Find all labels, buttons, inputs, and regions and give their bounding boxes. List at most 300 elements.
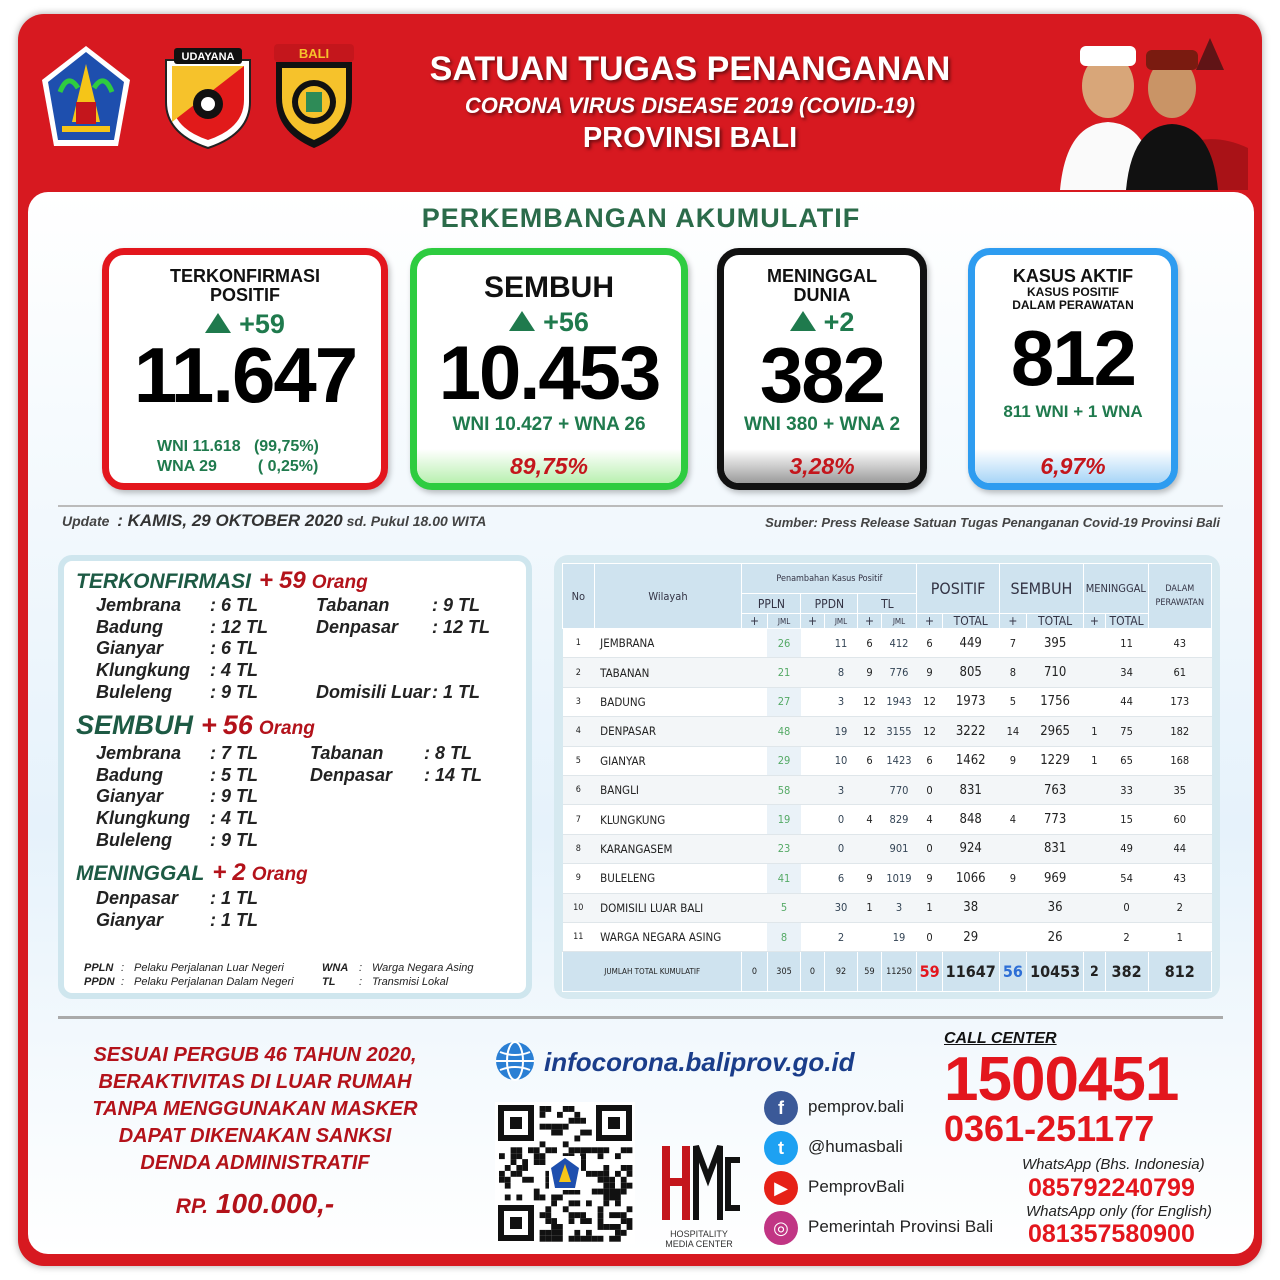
divider: [58, 505, 1223, 507]
table-cell: [1084, 658, 1105, 687]
table-cell: [999, 775, 1026, 804]
phone-number[interactable]: 0361-251177: [944, 1108, 1155, 1149]
table-cell: 6: [858, 629, 881, 658]
table-cell: 8: [824, 658, 858, 687]
card-positif-delta: +59: [239, 309, 285, 339]
table-cell-wilayah: TABANAN: [594, 658, 742, 687]
region-table: [562, 563, 1212, 992]
table-cell-wilayah: GIANYAR: [594, 746, 742, 775]
table-cell: 168: [1148, 746, 1211, 775]
card-terkonfirmasi: [102, 248, 388, 490]
summary-sembuh-heading: [76, 710, 315, 741]
table-cell: 27: [767, 687, 801, 716]
table-row: [563, 805, 1212, 834]
table-cell: 58: [767, 775, 801, 804]
card-meninggal-title-2: DUNIA: [793, 285, 851, 305]
table-cell-wilayah: KLUNGKUNG: [594, 805, 742, 834]
globe-icon: [494, 1040, 536, 1082]
th-penambahan: Penambahan Kasus Positif: [742, 564, 917, 594]
twitter-icon: t: [764, 1131, 798, 1165]
card-meninggal-sub: WNI 380 + WNA 2: [743, 414, 901, 435]
table-cell: 5: [563, 746, 595, 775]
table-cell: 848: [942, 805, 999, 834]
table-cell: 61: [1148, 658, 1211, 687]
card-positif-wna: WNA 29: [157, 458, 217, 475]
summary-sembuh-value: : 9 TL: [210, 829, 258, 850]
summary-meninggal-value: : 1 TL: [210, 888, 258, 908]
table-cell: [858, 834, 881, 863]
table-cell: 763: [1027, 775, 1084, 804]
table-cell: 1756: [1027, 687, 1084, 716]
glossary-sep: :: [359, 962, 363, 974]
total-row-value: 812: [1148, 952, 1211, 992]
table-cell: 3: [881, 893, 917, 922]
table-row: [563, 893, 1212, 922]
table-cell: 9: [999, 746, 1026, 775]
table-cell: 8: [999, 658, 1026, 687]
table-cell: [1084, 922, 1105, 951]
table-cell: [742, 834, 767, 863]
card-aktif-pct: 6,97%: [975, 449, 1171, 483]
qr-code[interactable]: [495, 1102, 635, 1244]
header-title-2: CORONA VIRUS DISEASE 2019 (COVID-19): [464, 93, 916, 118]
table-row: [563, 864, 1212, 893]
summary-terkonfirmasi-count: 59: [279, 567, 306, 594]
table-cell-wilayah: WARGA NEGARA ASING: [594, 922, 742, 951]
total-row-value: 56: [999, 952, 1026, 992]
card-aktif-total: 812: [1010, 314, 1136, 402]
table-cell: [1084, 834, 1105, 863]
table-cell: 11: [1105, 629, 1148, 658]
card-aktif-title-2: KASUS POSITIF: [1026, 285, 1119, 299]
header-title-1: SATUAN TUGAS PENANGANAN: [429, 50, 951, 88]
total-row-value: 2: [1084, 952, 1105, 992]
glossary-sep: :: [359, 976, 363, 988]
summary-meninggal-plus: +: [212, 859, 227, 886]
th-sub-total: TOTAL: [1027, 614, 1084, 629]
summary-sembuh-region: Gianyar: [96, 786, 164, 807]
table-cell: [742, 687, 767, 716]
summary-terkonfirmasi-heading: [76, 567, 368, 595]
card-kasus-aktif: [968, 248, 1178, 490]
facebook-icon: f: [764, 1091, 798, 1125]
fine-prefix: RP.: [175, 1195, 209, 1218]
th-sub-plus: +: [917, 614, 942, 629]
triangle-up-icon: [790, 311, 816, 331]
bali-police-logo: [266, 42, 362, 152]
pergub-line: SESUAI PERGUB 46 TAHUN 2020,: [93, 1044, 417, 1066]
udayana-military-logo: [160, 42, 256, 152]
table-cell: 30: [824, 893, 858, 922]
table-cell: [742, 629, 767, 658]
hmc-logo: [654, 1138, 744, 1249]
table-cell: [801, 805, 824, 834]
table-cell: 1229: [1027, 746, 1084, 775]
hmc-mark: [656, 1138, 742, 1224]
total-row-value: 382: [1105, 952, 1148, 992]
update-label: Update: [62, 513, 110, 529]
table-cell: [1084, 687, 1105, 716]
table-cell: 7: [999, 629, 1026, 658]
table-cell: [801, 658, 824, 687]
table-cell: 829: [881, 805, 917, 834]
summary-sembuh-region: Klungkung: [96, 808, 190, 829]
table-cell: 4: [917, 805, 942, 834]
table-cell: [1084, 893, 1105, 922]
table-cell: 831: [942, 775, 999, 804]
wa-id-number[interactable]: 085792240799: [1028, 1174, 1195, 1202]
table-row: [563, 922, 1212, 951]
table-cell-wilayah: KARANGASEM: [594, 834, 742, 863]
pergub-line: DAPAT DIKENAKAN SANKSI: [118, 1125, 392, 1147]
summary-sembuh-value: : 4 TL: [210, 808, 258, 829]
table-cell: 8: [563, 834, 595, 863]
summary-terkonfirmasi-value: : 12 TL: [432, 616, 491, 637]
table-cell: 34: [1105, 658, 1148, 687]
card-sembuh-sub: WNI 10.427 + WNA 26: [452, 414, 646, 435]
summary-sembuh-region: Badung: [96, 764, 163, 785]
social-handle: Pemerintah Provinsi Bali: [808, 1217, 994, 1236]
card-sembuh: [410, 248, 688, 490]
table-cell: 1019: [881, 864, 917, 893]
total-row-value: 0: [801, 952, 824, 992]
table-cell: 44: [1105, 687, 1148, 716]
table-cell-wilayah: DOMISILI LUAR BALI: [594, 893, 742, 922]
table-cell: 19: [881, 922, 917, 951]
table-cell-wilayah: DENPASAR: [594, 717, 742, 746]
summary-meninggal-region: Denpasar: [96, 888, 179, 908]
total-row-value: 59: [917, 952, 942, 992]
card-meninggal-title-1: MENINGGAL: [767, 266, 877, 286]
table-cell: 12: [917, 717, 942, 746]
table-cell: [1084, 775, 1105, 804]
summary-terkonfirmasi-value: : 12 TL: [210, 616, 269, 637]
summary-terkonfirmasi-region: Domisili Luar: [316, 681, 431, 702]
summary-meninggal-heading: [76, 859, 308, 887]
card-sembuh-pct: 89,75%: [417, 449, 681, 483]
table-cell: 0: [824, 805, 858, 834]
table-cell: 6: [917, 746, 942, 775]
glossary-desc: Transmisi Lokal: [372, 976, 449, 988]
table-cell: 2: [824, 922, 858, 951]
call-center-label: CALL CENTER: [944, 1030, 1057, 1047]
glossary-desc: Pelaku Perjalanan Luar Negeri: [134, 962, 284, 974]
glossary-desc: Warga Negara Asing: [372, 962, 474, 974]
table-cell: 770: [881, 775, 917, 804]
table-cell: 26: [767, 629, 801, 658]
table-cell: 0: [824, 834, 858, 863]
table-cell: 6: [917, 629, 942, 658]
social-link[interactable]: [764, 1090, 904, 1124]
table-cell: 9: [917, 658, 942, 687]
table-cell: 831: [1027, 834, 1084, 863]
table-cell: 49: [1105, 834, 1148, 863]
table-cell: 1: [563, 629, 595, 658]
summary-sembuh-region: Jembrana: [96, 743, 182, 763]
table-cell: 6: [858, 746, 881, 775]
table-cell: 21: [767, 658, 801, 687]
table-cell: 1066: [942, 864, 999, 893]
summary-terkonfirmasi-region: Buleleng: [96, 681, 173, 702]
table-cell: [742, 805, 767, 834]
table-cell: 26: [1027, 922, 1084, 951]
card-aktif-sub: 811 WNI + 1 WNA: [1003, 402, 1143, 421]
table-cell: [801, 717, 824, 746]
summary-terkonfirmasi-value: : 9 TL: [432, 595, 480, 615]
card-meninggal: [717, 248, 927, 490]
summary-terkonfirmasi-region: Klungkung: [96, 660, 190, 681]
table-cell: 1943: [881, 687, 917, 716]
th-sub-plus: +: [999, 614, 1026, 629]
table-cell: 5: [999, 687, 1026, 716]
th-dalam: DALAM: [1165, 584, 1195, 594]
th-sub-plus: +: [801, 614, 824, 629]
th-tl: TL: [858, 594, 917, 614]
th-ppdn: PPDN: [801, 594, 858, 614]
table-cell: 10: [824, 746, 858, 775]
table-cell: 29: [767, 746, 801, 775]
table-cell: [999, 893, 1026, 922]
card-sembuh-delta: +56: [543, 307, 589, 337]
table-cell: 901: [881, 834, 917, 863]
pergub-line: TANPA MENGGUNAKAN MASKER: [92, 1098, 418, 1120]
table-cell: 60: [1148, 805, 1211, 834]
th-sub-plus: +: [742, 614, 767, 629]
summary-sembuh-value: : 8 TL: [424, 743, 472, 763]
social-link[interactable]: [764, 1130, 903, 1164]
th-sub-plus: +: [858, 614, 881, 629]
table-cell: 173: [1148, 687, 1211, 716]
summary-meninggal-label: MENINGGAL: [76, 862, 205, 885]
wa-en-number[interactable]: 081357580900: [1028, 1220, 1195, 1248]
table-cell: 449: [942, 629, 999, 658]
summary-terkonfirmasi-value: : 4 TL: [210, 660, 258, 681]
table-cell: 35: [1148, 775, 1211, 804]
th-sub-jml: JML: [824, 614, 858, 629]
summary-terkonfirmasi-region: Gianyar: [96, 638, 164, 659]
card-aktif-title-3: DALAM PERAWATAN: [1012, 298, 1134, 312]
table-cell: 8: [767, 922, 801, 951]
table-cell: 29: [942, 922, 999, 951]
social-link[interactable]: [764, 1210, 993, 1244]
source-info: Sumber: Press Release Satuan Tugas Penanganan Covid-19 Provinsi Bali: [765, 515, 1220, 530]
section-title: PERKEMBANGAN AKUMULATIF: [421, 203, 861, 233]
table-cell: 1: [917, 893, 942, 922]
fine-amount: [50, 1188, 460, 1220]
summary-sembuh-plus: +: [201, 710, 217, 740]
table-cell: 23: [767, 834, 801, 863]
table-cell: [801, 922, 824, 951]
table-cell: 1: [858, 893, 881, 922]
region-table-box: [554, 555, 1220, 999]
table-cell: 4: [999, 805, 1026, 834]
table-cell: 0: [917, 775, 942, 804]
table-cell: 15: [1105, 805, 1148, 834]
summary-sembuh-value: : 7 TL: [210, 743, 258, 763]
table-cell: 9: [917, 864, 942, 893]
table-cell: 969: [1027, 864, 1084, 893]
table-cell: [999, 834, 1026, 863]
table-cell: 0: [917, 834, 942, 863]
card-aktif-title-1: KASUS AKTIF: [1012, 266, 1134, 286]
table-cell: 1423: [881, 746, 917, 775]
update-date: : KAMIS, 29 OKTOBER 2020: [117, 511, 343, 530]
total-row-value: 0: [742, 952, 767, 992]
table-cell: 773: [1027, 805, 1084, 834]
card-meninggal-delta: +2: [823, 307, 855, 337]
update-info: [62, 511, 486, 531]
table-cell: [801, 687, 824, 716]
table-row: [563, 717, 1212, 746]
table-cell: 924: [942, 834, 999, 863]
card-sembuh-title: SEMBUH: [483, 271, 614, 304]
th-sub-jml: JML: [881, 614, 917, 629]
table-row: [563, 834, 1212, 863]
table-cell: 395: [1027, 629, 1084, 658]
summary-sembuh-value: : 5 TL: [210, 764, 258, 785]
table-cell: 182: [1148, 717, 1211, 746]
summary-terkonfirmasi-region: Badung: [96, 616, 163, 637]
table-cell: 3: [824, 687, 858, 716]
table-cell: 43: [1148, 629, 1211, 658]
card-positif-wna-pct: ( 0,25%): [257, 458, 319, 475]
table-cell: 12: [858, 687, 881, 716]
summary-terkonfirmasi-value: : 6 TL: [210, 638, 258, 659]
table-cell: 1462: [942, 746, 999, 775]
summary-sembuh-region: Buleleng: [96, 829, 173, 850]
summary-sembuh-region: Tabanan: [310, 743, 384, 763]
table-cell: 7: [563, 805, 595, 834]
table-cell: [801, 629, 824, 658]
table-row: [563, 687, 1212, 716]
table-cell: 48: [767, 717, 801, 746]
table-cell: [999, 922, 1026, 951]
table-row: [563, 629, 1212, 658]
table-cell: 41: [767, 864, 801, 893]
table-cell: 710: [1027, 658, 1084, 687]
card-positif-title-2: POSITIF: [209, 285, 280, 305]
table-cell: 776: [881, 658, 917, 687]
glossary-sep: :: [121, 962, 125, 974]
table-cell-wilayah: BADUNG: [594, 687, 742, 716]
table-row: [563, 658, 1212, 687]
summary-sembuh-unit: Orang: [258, 718, 315, 739]
call-center-number[interactable]: 1500451: [944, 1045, 1179, 1114]
table-cell: 38: [942, 893, 999, 922]
social-link[interactable]: [764, 1170, 904, 1204]
table-cell: 9: [563, 864, 595, 893]
total-row-value: 59: [858, 952, 881, 992]
social-handle: PemprovBali: [808, 1177, 905, 1196]
website-link[interactable]: infocorona.baliprov.go.id: [544, 1047, 855, 1077]
wa-en-label: WhatsApp only (for English): [1026, 1203, 1212, 1220]
table-cell: 1: [1084, 746, 1105, 775]
table-cell: [801, 775, 824, 804]
udayana-logo-text: UDAYANA: [181, 51, 235, 63]
table-cell: 14: [999, 717, 1026, 746]
th-sembuh: SEMBUH: [999, 564, 1083, 614]
th-sub-total: TOTAL: [1105, 614, 1148, 629]
table-cell: 19: [767, 805, 801, 834]
table-cell: 11: [563, 922, 595, 951]
social-handle: pemprov.bali: [808, 1097, 905, 1116]
table-cell: [801, 834, 824, 863]
triangle-up-icon: [205, 313, 231, 333]
table-cell: 5: [767, 893, 801, 922]
officials-photo: [1010, 20, 1250, 190]
hmc-line-1: HOSPITALITY: [670, 1229, 728, 1239]
table-cell: 0: [1105, 893, 1148, 922]
glossary-term: WNA: [322, 962, 349, 974]
total-row-value: 11250: [881, 952, 917, 992]
summary-terkonfirmasi-value: : 9 TL: [210, 681, 258, 702]
table-cell: [801, 893, 824, 922]
table-cell-wilayah: JEMBRANA: [594, 629, 742, 658]
table-cell: 2: [1105, 922, 1148, 951]
th-positif: POSITIF: [917, 564, 999, 614]
table-cell: 11: [824, 629, 858, 658]
summary-sembuh-label: SEMBUH: [76, 710, 194, 740]
table-cell: [742, 775, 767, 804]
table-cell: 43: [1148, 864, 1211, 893]
social-handle: @humasbali: [808, 1137, 903, 1156]
glossary-term: TL: [322, 976, 336, 988]
summary-terkonfirmasi-region: Tabanan: [316, 595, 390, 615]
glossary-sep: :: [121, 976, 125, 988]
glossary-desc: Pelaku Perjalanan Dalam Negeri: [134, 976, 294, 988]
total-row-label: JUMLAH TOTAL KUMULATIF: [563, 952, 742, 992]
glossary-term: PPDN: [84, 976, 115, 988]
table-cell: 1973: [942, 687, 999, 716]
table-cell: 10: [563, 893, 595, 922]
card-meninggal-total: 382: [759, 331, 885, 419]
bali-police-logo-text: BALI: [298, 46, 330, 61]
table-cell: 2: [563, 658, 595, 687]
bali-province-logo: [38, 42, 134, 152]
table-cell: 6: [563, 775, 595, 804]
th-no: No: [563, 564, 595, 629]
pergub-line: DENDA ADMINISTRATIF: [140, 1152, 370, 1174]
fine-value: 100.000,-: [215, 1188, 335, 1219]
table-cell: 6: [824, 864, 858, 893]
summary-terkonfirmasi-value: : 1 TL: [432, 681, 480, 702]
summary-meninggal-unit: Orang: [251, 864, 308, 885]
table-cell: 54: [1105, 864, 1148, 893]
table-cell: 2: [1148, 893, 1211, 922]
summary-sembuh-value: : 9 TL: [210, 786, 258, 807]
th-sub-plus: +: [1084, 614, 1105, 629]
table-cell: 1: [1148, 922, 1211, 951]
table-cell: 3: [563, 687, 595, 716]
total-row-value: 305: [767, 952, 801, 992]
table-cell: [742, 922, 767, 951]
summary-terkonfirmasi-label: TERKONFIRMASI: [76, 570, 251, 593]
th-perawatan: PERAWATAN: [1155, 598, 1205, 608]
table-cell: 2965: [1027, 717, 1084, 746]
table-cell: 9: [999, 864, 1026, 893]
table-cell: 12: [858, 717, 881, 746]
th-wilayah: Wilayah: [594, 564, 742, 629]
table-cell: 44: [1148, 834, 1211, 863]
table-cell: [1084, 864, 1105, 893]
table-cell: 65: [1105, 746, 1148, 775]
glossary-term: PPLN: [84, 962, 114, 974]
table-cell: 19: [824, 717, 858, 746]
table-cell-wilayah: BULELENG: [594, 864, 742, 893]
card-positif-wni-pct: (99,75%): [253, 438, 319, 455]
table-row: [563, 775, 1212, 804]
card-meninggal-pct: 3,28%: [724, 449, 920, 483]
